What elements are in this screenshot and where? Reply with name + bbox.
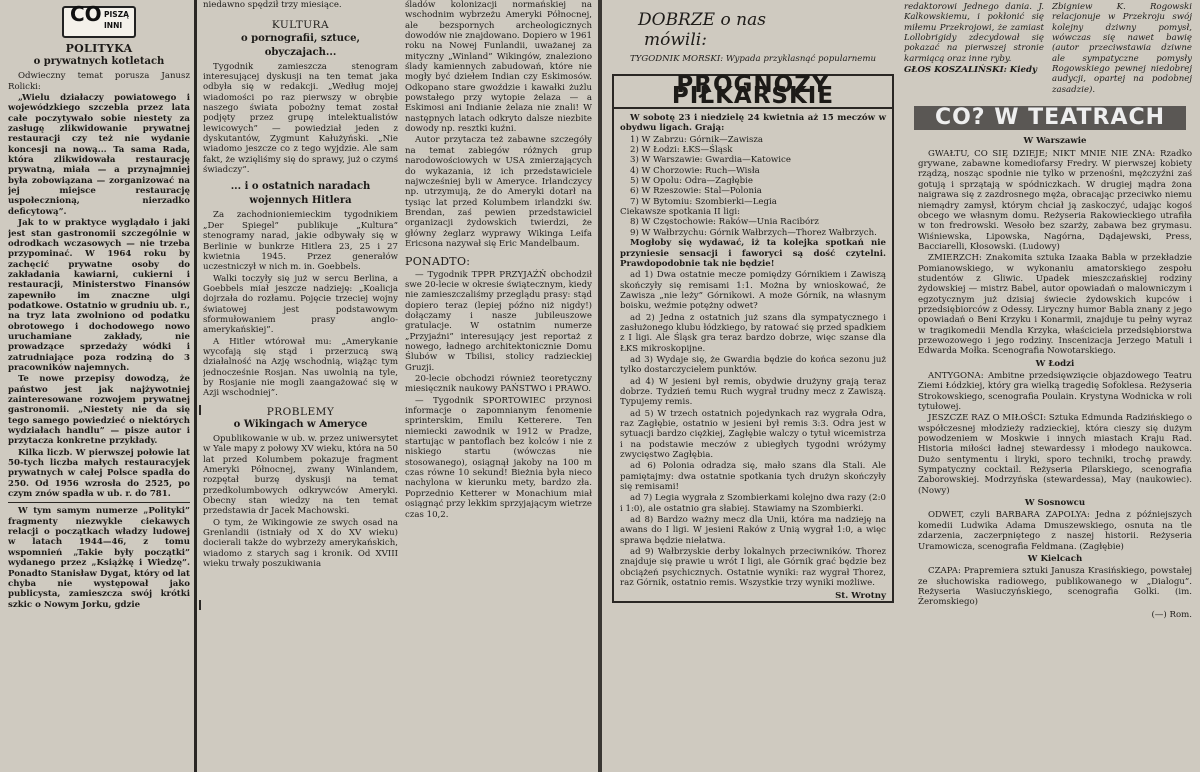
paragraph: — Tygodnik TPPR PRZYJAŹŃ obchodził swe 20-lecie w okresie świątecznym, kiedy nie zamieszczaliśmy przeglądu prasy: stąd dopiero teraz (lepiej późno niż nigdy!) dołączamy i nasze jubileuszowe gratulacje. W ostatnim numerze „Przyjaźni” interesujący jest reportaż z nowego, ładnego architektonicznie Domu Ślubów w Tbilisi, stolicy radzieckiej Gruzji. xyxy=(405,269,592,373)
co-pisza-inni-logo: CO PISZĄ INNI xyxy=(62,6,136,38)
paragraph: ad 7) Legia wygrała z Szombierkami kolejno dwa razy (2:0 i 1:0), ale ostatnio gra słabiej. Stawiamy na Szombierki. xyxy=(620,493,886,514)
paragraph: O tym, że Wikingowie ze swych osad na Grenlandii (istniały od X do XV wieku) docierali także do wybrzeży amerykańskich, wiadomo z starych sag i kronik. Od XVIII wieku trwały poszukiwania xyxy=(203,517,398,570)
list-item: Ciekawsze spotkania II ligi: xyxy=(620,207,741,218)
list-item: 6) W Rzeszowie: Stal—Polonia xyxy=(630,186,762,197)
paragraph: „Wielu działaczy powiatowego i wojewódzkiego szczebla przez lata całe poczytywało sobie niestety za zasługę zlikwidowanie prywatnej restauracji czy też nie wydanie koncesji na nową... Ta sama Rada, która zlikwidowała restaurację prywatną, miała — a przynajmniej była zobowiązana — zorganizować na jej miejsce restaurację uspołecznioną, nierzadko deficytową”. xyxy=(8,93,190,217)
paragraph: W sobotę 23 i niedzielę 24 kwietnia aż 15 meczów w obydwu ligach. Grają: xyxy=(620,113,886,134)
divider xyxy=(8,502,190,503)
paragraph: ODWET, czyli BARBARA ZAPOLYA: Jedna z późniejszych komedii Ludwika Adama Dmuszewskiego, osnuta na tle zdarzenia, zaczerpniętego z naszej historii. Reżyseria Uramowicza, scenografia Feldmana. (Zagłębie) xyxy=(918,510,1192,552)
prognozy-title: PROGNOZY PIŁKARSKIE xyxy=(614,76,892,109)
kultura-title: KULTURA xyxy=(271,19,330,32)
paragraph: ad 9) Wałbrzyskie derby lokalnych przeciwników. Thorez znajduje się prawie u wrót I ligi, ale Górnik grać będzie bez obciążeń psychicznych. Ostatnie wyniki: raz wygrał Thorez, raz Górnik, ostatnio remis. Wszystkie trzy wyniki możliwe. xyxy=(620,547,886,589)
list-item: 2) W Łodzi: ŁKS—Śląsk xyxy=(630,145,733,156)
paragraph: śladów kolonizacji normańskiej na wschodnim wybrzeżu Ameryki Północnej, ale bezspornych archeologicznych dowodów nie znajdowano. Dopiero w 1961 roku na Nowej Funlandii, uważanej za mityczny „Winland” Wikingów, znaleziono ślady kamiennych zabudowań, które nie mogły być dziełem Indian czy Eskimosów. Odkopano stare gwoździe i kawałki żużlu powstałego przy wytopie żelaza — a Eskimosi ani Indianie żelaza nie znali! W następnych latach odkryto dalsze niezbite dowody np. resztki kuźni. xyxy=(405,0,592,135)
margin-mark xyxy=(199,405,201,415)
paragraph: JESZCZE RAZ O MIŁOŚCI: Sztuka Edmunda Radzińskiego o współczesnej młodzieży radzieckiej, która cieszy się dużym powodzeniem w Moskwie i innych miastach Kraju Rad. Historia miłości ładnej stewardessy i młodego naukowca. Dużo sentymentu i liryki, sporo techniki, trochę prawdy. Sympatyczny cocktail. Reżyseria Pilarskiego, scenografia Zaborowskiej. Modrzyńska (stewardessa), May (naukowiec). (Nowy) xyxy=(918,413,1192,496)
list-item: 8) W Częstochowie: Raków—Unia Racibórz xyxy=(630,217,819,228)
problemy-title: PROBLEMY xyxy=(266,405,335,418)
column-2 xyxy=(203,0,398,772)
paragraph: ZMIERZCH: Znakomita sztuka Izaaka Babla w przekładzie Pomianowskiego, w wykonaniu amatorskiego zespołu studentów z Gliwic. Upadek mieszczańskiej rodziny żydowskiej — mistrz Babel, autor opowiadań o malowniczym i egzotycznym już dzisiaj świecie żydowskich kupców i przedsiębiorców z Odessy. Liryczny humor Babla znany z jego opowiadań o Beni Krzyku i Konarmii, znajduje tu pełny wyraz w tragikomedii Mendla Krzyka, właściciela przedsiębiorstwa przewozowego i jego rodziny. Inscenizacja Jerzego Matuli i Edwarda Mołka. Scenografia Nowotarskiego. xyxy=(918,253,1192,357)
city-sosnowiec: W Sosnowcu xyxy=(1024,498,1086,509)
paragraph: Mogłoby się wydawać, iż ta kolejka spotkań nie przyniesie sensacji i faworyci są dość czytelni. Prawdopodobnie tak nie będzie! xyxy=(620,238,886,269)
paragraph: ad 1) Dwa ostatnie mecze pomiędzy Górnikiem i Zawiszą skończyły się remisami 1:1. Można by wnioskować, że Zawisza „nie leży” Górnikowi. A może Górnik, na własnym boisku, weźmie potężny odwet? xyxy=(620,270,886,312)
paragraph: ad 2) Jedna z ostatnich już szans dla sympatycznego i zasłużonego klubu łódzkiego, by ratować się przed spadkiem z I ligi. Ale Śląsk gra teraz bardzo dobrze, więc szanse dla ŁKS mikroskopijne. xyxy=(620,312,886,354)
list-item: 9) W Wałbrzychu: Górnik Wałbrzych—Thorez Wałbrzych. xyxy=(630,227,877,238)
list-item: 5) W Opolu: Odra—Zagłębie xyxy=(630,176,753,187)
paragraph: Odwieczny temat porusza Janusz Rolicki: xyxy=(8,71,190,92)
paragraph: redaktorowi Jednego dania. J. Kalkowskiemu, i pokłonić się miłemu Przekrojowi, że zamiast Lollobrigidy zdecydował się pokazać na pierwszej stronie karmiącą oraz inne ryby. xyxy=(904,2,1044,64)
paragraph: 20-lecie obchodzi również teoretyczny miesięcznik naukowy PAŃSTWO i PRAWO. xyxy=(405,374,592,395)
column-3 xyxy=(405,0,592,772)
column-divider xyxy=(194,0,197,772)
margin-mark xyxy=(199,600,201,610)
paragraph: Zbigniew K. Rogowski relacjonuje w Przekroju swój kolejny dziwny pomysł, wówczas się nawet bawię (autor przeciwstawia dziwne ale sympatyczne pomysły Rogowskiego pewnej niedobrej audycji, opartej na podobnej zasadzie). xyxy=(1052,2,1192,95)
paragraph: Za zachodnioniemieckim tygodnikiem „Der Spiegel” publikuje „Kultura” stenogramy narad, jakie odbywały się w Berlinie w bunkrze Hitlera 23, 25 i 27 kwietnia 1945. Przez generałów uczestniczył w nich m. in. Goebbels. xyxy=(203,210,398,273)
author-signature: St. Wrotny xyxy=(835,590,886,601)
polityka-subtitle: o prywatnych kotletach xyxy=(33,56,165,68)
paragraph: ad 5) W trzech ostatnich pojedynkach raz wygrała Odra, raz Zagłębie, ostatnio w jesieni był remis 3:3. Odra jest w sytuacji bardzo ciężkiej, Zagłębie walczy o tytuł wicemistrza i na podstawie meczów z ubiegłych tygodni wróżymy zwycięstwo Zagłębia. xyxy=(620,408,886,461)
paragraph: — Tygodnik SPORTOWIEC przynosi informacje o zapomnianym fenomenie sprinterskim, Emilu Ketterere. Ten niemiecki zawodnik w 1912 w Pradze, startując w pantoflach bez kolców i nie z niskiego startu (wówczas nie stosowanego), osiągnął jakoby na 100 m czas równe 10 sekund! Bieżnia była nieco nachylona w kierunku mety, bardzo zła. Poprzednio Ketterer w Monachium miał osiągnąć przy lekkim sprzyjającym wietrze czas 10,2. xyxy=(405,395,592,520)
dobrze-o-nas-header: DOBRZE o nas mówili: xyxy=(638,10,766,50)
paragraph: Tygodnik zamieszcza stenogram interesującej dyskusji na ten temat jaka odbyła się w redakcji. „Według mojej wiadomości po raz pierwszy w obrębie naszego świata pobożny temat został podjęty przez grupę intelektualistów lewicowych” — powiedział jeden z dyskutantów, Zygmunt Kałużyński. „Nie wiadomo jeszcze co z tego wyjdzie. Ale sam fakt, że wzięliśmy się do sprawy, już o czymś świadczy”. xyxy=(203,61,398,176)
page-gutter xyxy=(598,0,602,772)
match-list xyxy=(620,135,886,238)
paragraph: GWAŁTU, CO SIĘ DZIEJE; NIKT MNIE NIE ZNA: Rzadko grywane, zabawne komediofarsy Fredry. W pierwszej kobiety rządzą, nosząc spodnie nie tylko w przenośni, mężczyźni zaś gotują i sprzątają w spódniczkach. W drugiej mądra żona naigrawa się z zazdrosnego męża, obracając przeciwko niemu niemądry zamysł, którym chciał ją zaskoczyć, udając kogoś obcego we własnym domu. Reżyseria Rakowieckiego utrafiła w ton fredrowski. Wesoło bez szarży, zabawa bez grymasu. Wiśniewska, Lipowska, Nagórna, Dądajewski, Press, Bacciarelli, Kłosowski. (Ludowy) xyxy=(918,148,1192,252)
column-4 xyxy=(608,0,898,772)
city-warszawa: W Warszawie xyxy=(1023,136,1087,147)
paragraph: Opublikowanie w ub. w. przez uniwersytet w Yale mapy z połowy XV wieku, która na 50 lat przed Kolumbem pokazuje fragment Ameryki Północnej, zwany Winlandem, rozpętał burzę dyskusji na temat przedkolumbowych odkrywców Ameryki. Obecny stan wiedzy na ten temat przedstawia dr Jacek Machowski. xyxy=(203,434,398,517)
list-item: 1) W Zabrzu: Górnik—Zawisza xyxy=(630,134,764,145)
city-kielce: W Kielcach xyxy=(1027,553,1083,564)
tygodnik-morski-quote: TYGODNIK MORSKI: Wypada przyklasnąć popularnemu xyxy=(629,54,877,64)
paragraph: Autor przytacza też zabawne szczegóły na temat zabiegów różnych grup narodowościowych w USA zmierzających do wykazania, iż ich przedstawiciele najwcześniej byli w Ameryce. Irlandczycy np. utrzymują, że do Ameryki dotarł na tysiąc lat przed Kolumbem irlandzki św. Brendan, zaś pewien przedstawiciel organizacji żydowskich twierdzi, że główny żeglarz wyprawy Wikinga Leifa Ericsona nazywał się Eric Mandelbaum. xyxy=(405,135,592,249)
prognozy-box xyxy=(612,74,894,603)
paragraph: ad 6) Polonia odradza się, mało szans dla Stali. Ale pamiętajmy: dwa ostatnie spotkania tych drużyn skończyły się remisami! xyxy=(620,461,886,493)
glos-koszalinski: GŁOS KOSZALIŃSKI: Kiedy xyxy=(904,65,1037,76)
paragraph: niedawno spędził trzy miesiące. xyxy=(203,0,342,10)
paragraph: ad 8) Bardzo ważny mecz dla Unii, która ma nadzieję na awans do I ligi. W jesieni Raków z Unią wygrał 1:0, a więc sprawa będzie niełatwa. xyxy=(620,515,886,546)
list-item: 3) W Warszawie: Gwardia—Katowice xyxy=(630,155,791,166)
author-signature: (—) Rom. xyxy=(1151,609,1192,620)
kultura-subtitle: o pornografii, sztuce, xyxy=(241,32,360,44)
problemy-subtitle: o Wikingach w Ameryce xyxy=(233,419,368,430)
paragraph: A Hitler wtórował mu: „Amerykanie wycofają się stąd i przerzucą swą działalność na Azję wschodnią, wiążąc tym jednocześnie Rosjan. Nas uwolnią na tyle, by Rosjanie nie mogli zaangażować się w Azji wschodniej”. xyxy=(203,336,398,399)
list-item: 7) W Bytomiu: Szombierki—Legia xyxy=(630,196,777,207)
column-1 xyxy=(8,0,190,772)
paragraph: Jak to w praktyce wyglądało i jaki jest stan gastronomii szczególnie w odrodkach wczasowych — nie trzeba przypominać. W 1964 roku by zachęcić prywatne osoby do zakładania kawiarni, cukierni i restauracji, Ministerstwo Finansów zapewniło im znaczne ulgi podatkowe. Ostatnio w grudniu ub. r., na tryz lata zwolniono od podatku obrotowego i dochodowego nowo uruchamiane zakłady, nie prowadzące sprzedaży wódki i zatrudniające poza rodziną do 3 pracowników najemnych. xyxy=(8,218,190,373)
paragraph: W tym samym numerze „Polityki” fragmenty niezwykle ciekawych relacji o początkach władzy ludowej w latach 1944—46, z tomu wspomnień „Takie były początki” wydanego przez „Książkę i Wiedzę”. Ponadto Stanisław Dygat, który od lat chyba nie występował jako publicysta, zamieszcza swój krótki szkic o Nowym Jorku, gdzie xyxy=(8,506,190,610)
co-w-teatrach-title: CO? W TEATRACH xyxy=(914,106,1186,130)
ponadto-title: PONADTO: xyxy=(405,255,471,269)
header-quotes xyxy=(904,2,1192,96)
paragraph: ad 4) W jesieni był remis, obydwie drużyny grają teraz dobrze. Tydzień temu Ruch wygrał trudny mecz z Zawiszą. Typujemy remis. xyxy=(620,376,886,408)
paragraph: ANTYGONA: Ambitne przedsięwzięcie objazdowego Teatru Ziemi Łódzkiej, który gra wielką tragedię Sofoklesa. Reżyseria Strokowskiego, scenografia Poulain. Krystyna Wodnicka w roli tytułowej. xyxy=(918,371,1192,413)
naradach-title-2: wojennych Hitlera xyxy=(249,195,352,207)
paragraph: Te nowe przepisy dowodzą, że państwo jest jak najżywotniej zainteresowane rozwojem prywatnej gastronomii. „Niestety nie da się tego samego powiedzieć o niektórych wydziałach handlu” — pisze autor i przytacza konkretne przykłady. xyxy=(8,374,190,447)
city-lodz: W Łodzi xyxy=(1035,358,1075,369)
list-item: 4) W Chorzowie: Ruch—Wisła xyxy=(630,165,760,176)
column-5 xyxy=(904,0,1192,772)
paragraph: ad 3) Wydaje się, że Gwardia będzie do końca sezonu już tylko dostarczycielem punktów. xyxy=(620,354,886,376)
paragraph: CZAPA: Prapremiera sztuki Janusza Krasińskiego, powstałej ze słuchowiska radiowego, publikowanego w „Dialogu”. Reżyseria Wasiuczyńskiego, scenografia Golki. (im. Żeromskiego) xyxy=(918,566,1192,608)
paragraph: Kilka liczb. W pierwszej połowie lat 50-tych liczba małych restauracyjek prywatnych w całej Polsce spadła do 250. Od 1956 wzrosła do 2525, po czym znów spadła w ub. r. do 781. xyxy=(8,447,190,500)
paragraph: Walki toczyły się już w sercu Berlina, a Goebbels miał jeszcze nadzieję: „Koalicja dojrzała do rozłamu. Pojęcie trzeciej wojny światowej jest podstawowym sformułowaniem prasy anglo-amerykańskiej”. xyxy=(203,273,398,336)
polityka-title: POLITYKA xyxy=(65,42,133,55)
naradach-title: ... i o ostatnich naradach xyxy=(230,181,371,193)
kultura-subtitle-2: obyczajach... xyxy=(264,46,337,58)
